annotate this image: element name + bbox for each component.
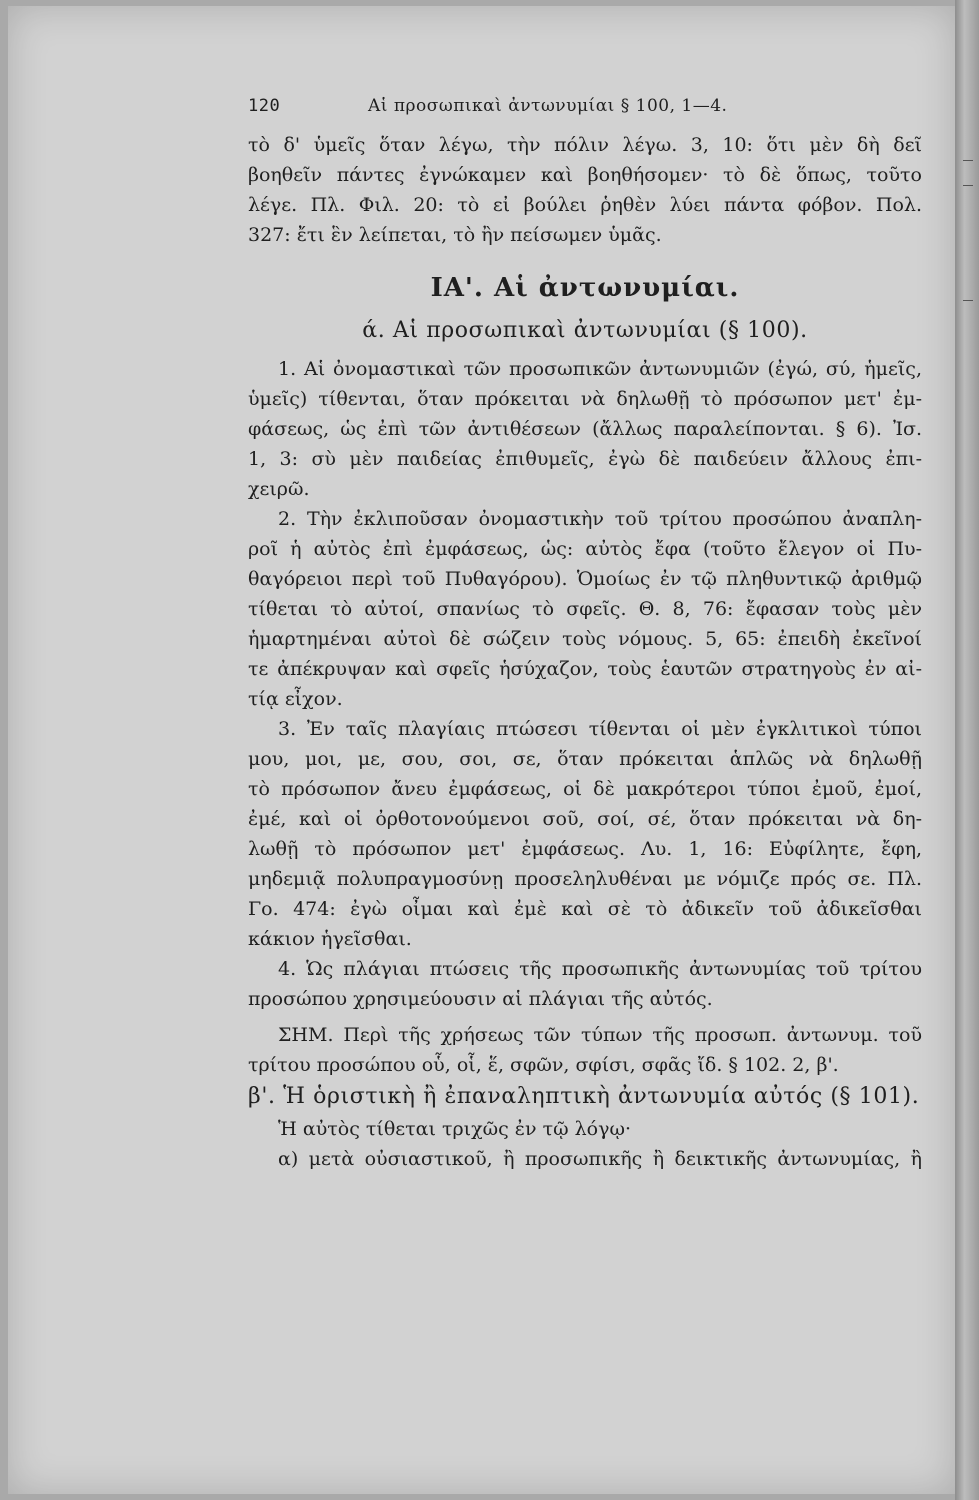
text-line: τρίτου προσώπου οὗ, οἷ, ἕ, σφῶν, σφίσι, σφᾶς ἴδ. § 102. 2, β'. [248, 1054, 839, 1076]
edge-mark [963, 160, 973, 161]
text-line: ἐμέ, καὶ οἱ ὀρθοτονούμενοι σοῦ, σοί, σέ, ὅταν πρόκειται νὰ δη- [248, 808, 922, 830]
text-line: Ἡ αὐτὸς τίθεται τριχῶς ἐν τῷ λόγῳ· [278, 1118, 631, 1140]
text-line: 1, 3: σὺ μὲν παιδείας ἐπιθυμεῖς, ἐγὼ δὲ παιδεύειν ἄλλους ἐπι- [248, 448, 922, 470]
running-head: Αἱ προσωπικαὶ ἀντωνυμίαι § 100, 1—4. [368, 96, 728, 116]
page-edge [955, 0, 979, 1500]
text-line: τίᾳ εἶχον. [248, 688, 343, 710]
edge-mark [963, 185, 973, 186]
text-line: τὸ πρόσωπον ἄνευ ἐμφάσεως, οἱ δὲ μακρότεροι τύποι ἐμοῦ, ἐμοί, [248, 778, 922, 800]
subheading-autos: β'. Ἡ ὁριστικὴ ἢ ἐπαναληπτικὴ ἀντωνυμία αὐτός (§ 101). [248, 1084, 920, 1109]
text-line: θαγόρειοι περὶ τοῦ Πυθαγόρου). Ὁμοίως ἐν τῷ πληθυντικῷ ἀριθμῷ [248, 568, 922, 590]
text-line: 2. Τὴν ἐκλιποῦσαν ὀνομαστικὴν τοῦ τρίτου προσώπου ἀναπλη- [278, 508, 922, 530]
text-line: φάσεως, ὡς ἐπὶ τῶν ἀντιθέσεων (ἄλλως παραλείπονται. § 6). Ἰσ. [248, 418, 922, 440]
text-line: ροῖ ἡ αὐτὸς ἐπὶ ἐμφάσεως, ὡς: αὐτὸς ἔφα (τοῦτο ἔλεγον οἱ Πυ- [248, 538, 922, 560]
subheading-personal-pronouns: ά. Αἱ προσωπικαὶ ἀντωνυμίαι (§ 100). [362, 318, 808, 343]
text-line: προσώπου χρησιμεύουσιν αἱ πλάγιαι τῆς αὐτός. [248, 988, 713, 1010]
text-line: α) μετὰ οὐσιαστικοῦ, ἢ προσωπικῆς ἢ δεικτικῆς ἀντωνυμίας, ἢ [278, 1148, 922, 1170]
text-line: κάκιον ἡγεῖσθαι. [248, 928, 412, 950]
paragraph-5 [248, 1114, 922, 1174]
page-header [248, 96, 922, 130]
text-line: ΣΗΜ. Περὶ τῆς χρήσεως τῶν τύπων τῆς προσωπ. ἀντωνυμ. τοῦ [278, 1024, 922, 1046]
edge-mark [963, 300, 973, 301]
page-content [248, 96, 922, 1174]
section-heading: ΙΑ'. Αἱ ἀντωνυμίαι. [430, 273, 740, 303]
intro-paragraph [248, 130, 922, 250]
text-line: Γο. 474: ἐγὼ οἶμαι καὶ ἐμὲ καὶ σὲ τὸ ἀδικεῖν τοῦ ἀδικεῖσθαι [248, 898, 922, 920]
page-number: 120 [248, 96, 281, 116]
text-line: λωθῇ τὸ πρόσωπον μετ' ἐμφάσεως. Λυ. 1, 16: Εὐφίλητε, ἔφη, [248, 838, 922, 860]
text-line: 4. Ὡς πλάγιαι πτώσεις τῆς προσωπικῆς ἀντωνυμίας τοῦ τρίτου [278, 958, 922, 980]
paragraph-1 [248, 354, 922, 504]
text-line: 3. Ἐν ταῖς πλαγίαις πτώσεσι τίθενται οἱ μὲν ἐγκλιτικοὶ τύποι [278, 718, 922, 740]
text-line: μηδεμιᾷ πολυπραγμοσύνῃ προσεληλυθέναι με νόμιζε πρός σε. Πλ. [248, 868, 922, 890]
text-line: μου, μοι, με, σου, σοι, σε, ὅταν πρόκειται ἁπλῶς νὰ δηλωθῇ [248, 748, 922, 770]
text-line: τε ἀπέκρυψαν καὶ σφεῖς ἡσύχαζον, τοὺς ἑαυτῶν στρατηγοὺς ἐν αἰ- [248, 658, 922, 680]
text-line: χειρῶ. [248, 478, 310, 500]
text-line: λέγε. Πλ. Φιλ. 20: τὸ εἰ βούλει ῥηθὲν λύει πάντα φόβον. Πολ. [248, 194, 922, 216]
text-line: 1. Αἱ ὀνομαστικαὶ τῶν προσωπικῶν ἀντωνυμιῶν (ἐγώ, σύ, ἡμεῖς, [278, 358, 922, 380]
paragraph-3 [248, 714, 922, 954]
text-line: τίθεται τὸ αὐτοί, σπανίως τὸ σφεῖς. Θ. 8, 76: ἔφασαν τοὺς μὲν [248, 598, 922, 620]
text-line: 327: ἔτι ἓν λείπεται, τὸ ἢν πείσωμεν ὑμᾶς. [248, 224, 662, 246]
text-line: βοηθεῖν πάντες ἐγνώκαμεν καὶ βοηθήσομεν· τὸ δὲ ὅπως, τοῦτο [248, 164, 922, 186]
text-line: ἡμαρτημέναι αὐτοὶ δὲ σώζειν τοὺς νόμους. 5, 65: ἐπειδὴ ἐκεῖνοί [248, 628, 922, 650]
text-line: τὸ δ' ὑμεῖς ὅταν λέγω, τὴν πόλιν λέγω. 3, 10: ὅτι μὲν δὴ δεῖ [248, 134, 922, 156]
paragraph-2 [248, 504, 922, 714]
text-line: ὑμεῖς) τίθενται, ὅταν πρόκειται νὰ δηλωθῇ τὸ πρόσωπον μετ' ἐμ- [248, 388, 922, 410]
note-paragraph [248, 1020, 922, 1080]
paragraph-4 [248, 954, 922, 1014]
